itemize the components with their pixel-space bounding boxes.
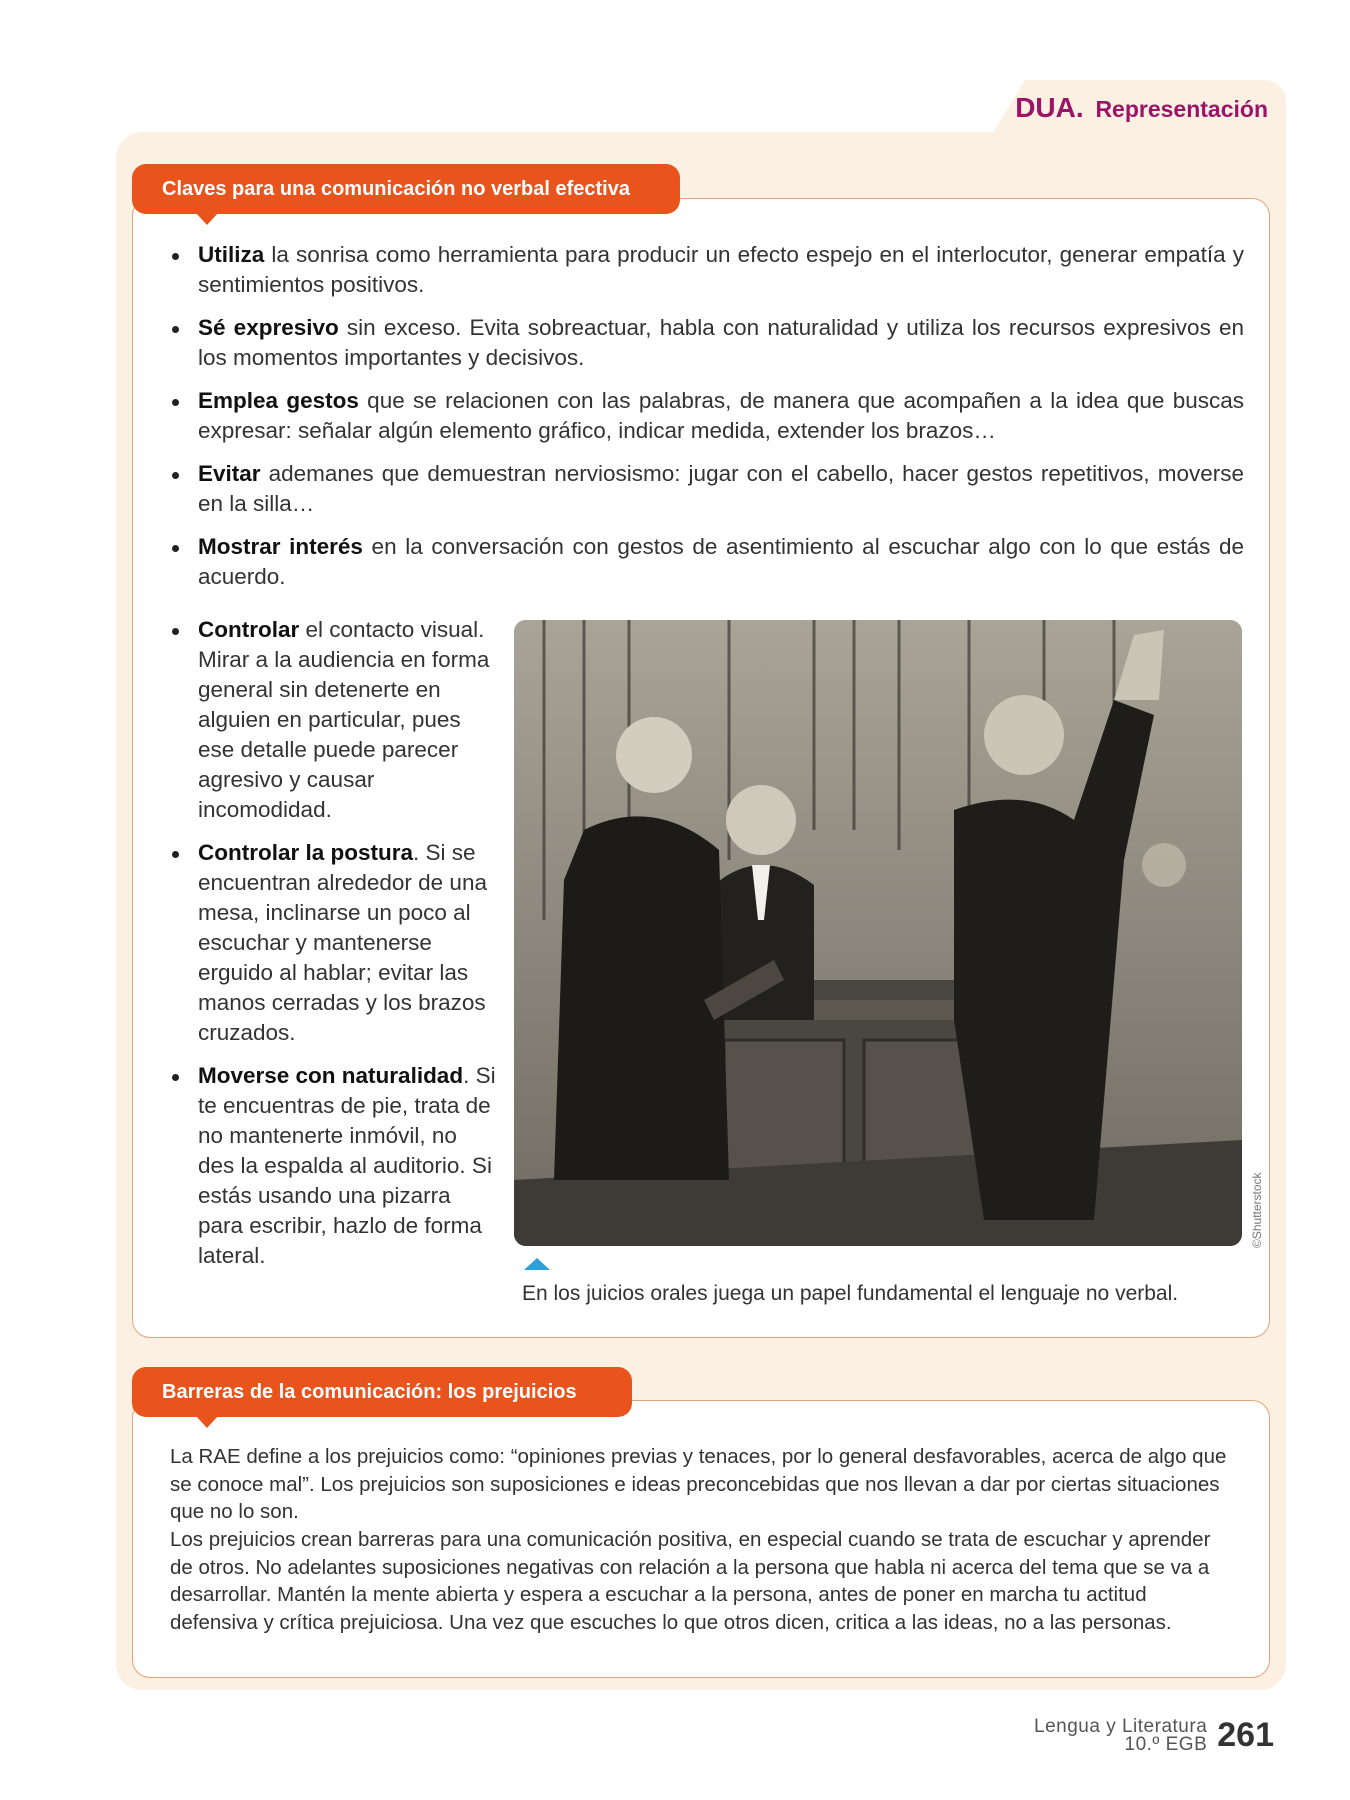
list-item: Emplea gestos que se relacionen con las palabras, de manera que acompañen a la idea que buscas expresar: señalar algún elemento gráfico, indicar medida, extender los brazos…: [168, 386, 1244, 446]
footer-subject: Lengua y Literatura: [1034, 1716, 1208, 1737]
dua-heading: [1015, 92, 1268, 124]
bullet-list-left: [168, 615, 498, 1284]
page-number: 261: [1217, 1716, 1274, 1754]
section-title-prejudice: Barreras de la comunicación: los prejuicios: [132, 1367, 632, 1417]
section-title-nonverbal: Claves para una comunicación no verbal efectiva: [132, 164, 680, 214]
dua-subtitle: Representación: [1095, 96, 1268, 122]
list-item: Utiliza la sonrisa como herramienta para producir un efecto espejo en el interlocutor, generar empatía y sentimientos positivos.: [168, 240, 1244, 300]
list-item: Moverse con naturalidad. Si te encuentras de pie, trata de no mantenerte inmóvil, no des la espalda al auditorio. Si estás usando una pizarra para escribir, hazlo de forma lateral.: [168, 1061, 498, 1271]
list-item: Sé expresivo sin exceso. Evita sobreactuar, habla con naturalidad y utiliza los recursos expresivos en los momentos importantes y decisivos.: [168, 313, 1244, 373]
page-footer: [1034, 1718, 1274, 1754]
image-caption: En los juicios orales juega un papel fundamental el lenguaje no verbal.: [522, 1282, 1179, 1305]
footer-grade: 10.º EGB: [1124, 1734, 1208, 1755]
bullet-list-top: [168, 240, 1244, 605]
paragraph: Los prejuicios crean barreras para una comunicación positiva, en especial cuando se trata de escuchar y aprender de otros. No adelantes suposiciones negativas con relación a la persona que habla ni acerca del tema que se va a desarrollar. Mantén la mente abierta y espera a escuchar a la persona, antes de poner en marcha tu actitud defensiva y crítica prejuiciosa. Una vez que escuches lo que otros dicen, critica a las ideas, no a las personas.: [170, 1528, 1211, 1634]
courtroom-illustration: [514, 620, 1242, 1246]
paragraph: La RAE define a los prejuicios como: “opiniones previas y tenaces, por lo general desfavorables, acerca de algo que se conoce mal”. Los prejuicios son suposiciones e ideas preconcebidas que nos llevan a dar por ciertas situaciones que no lo son.: [170, 1445, 1227, 1523]
footer-text: [1034, 1718, 1207, 1754]
list-item: Evitar ademanes que demuestran nerviosismo: jugar con el cabello, hacer gestos repetitivos, moverse en la silla…: [168, 459, 1244, 519]
list-item: Mostrar interés en la conversación con gestos de asentimiento al escuchar algo con lo que estás de acuerdo.: [168, 532, 1244, 592]
caption-triangle-icon: [524, 1258, 550, 1270]
dua-label: DUA.: [1015, 92, 1084, 123]
list-item: Controlar la postura. Si se encuentran alrededor de una mesa, inclinarse un poco al escuchar y mantenerse erguido al hablar; evitar las manos cerradas y los brazos cruzados.: [168, 838, 498, 1048]
image-credit: ©Shutterstock: [1250, 1172, 1264, 1248]
list-item: Controlar el contacto visual. Mirar a la audiencia en forma general sin detenerte en alguien en particular, pues ese detalle puede parecer agresivo y causar incomodidad.: [168, 615, 498, 825]
courtroom-sketch: [514, 620, 1242, 1246]
